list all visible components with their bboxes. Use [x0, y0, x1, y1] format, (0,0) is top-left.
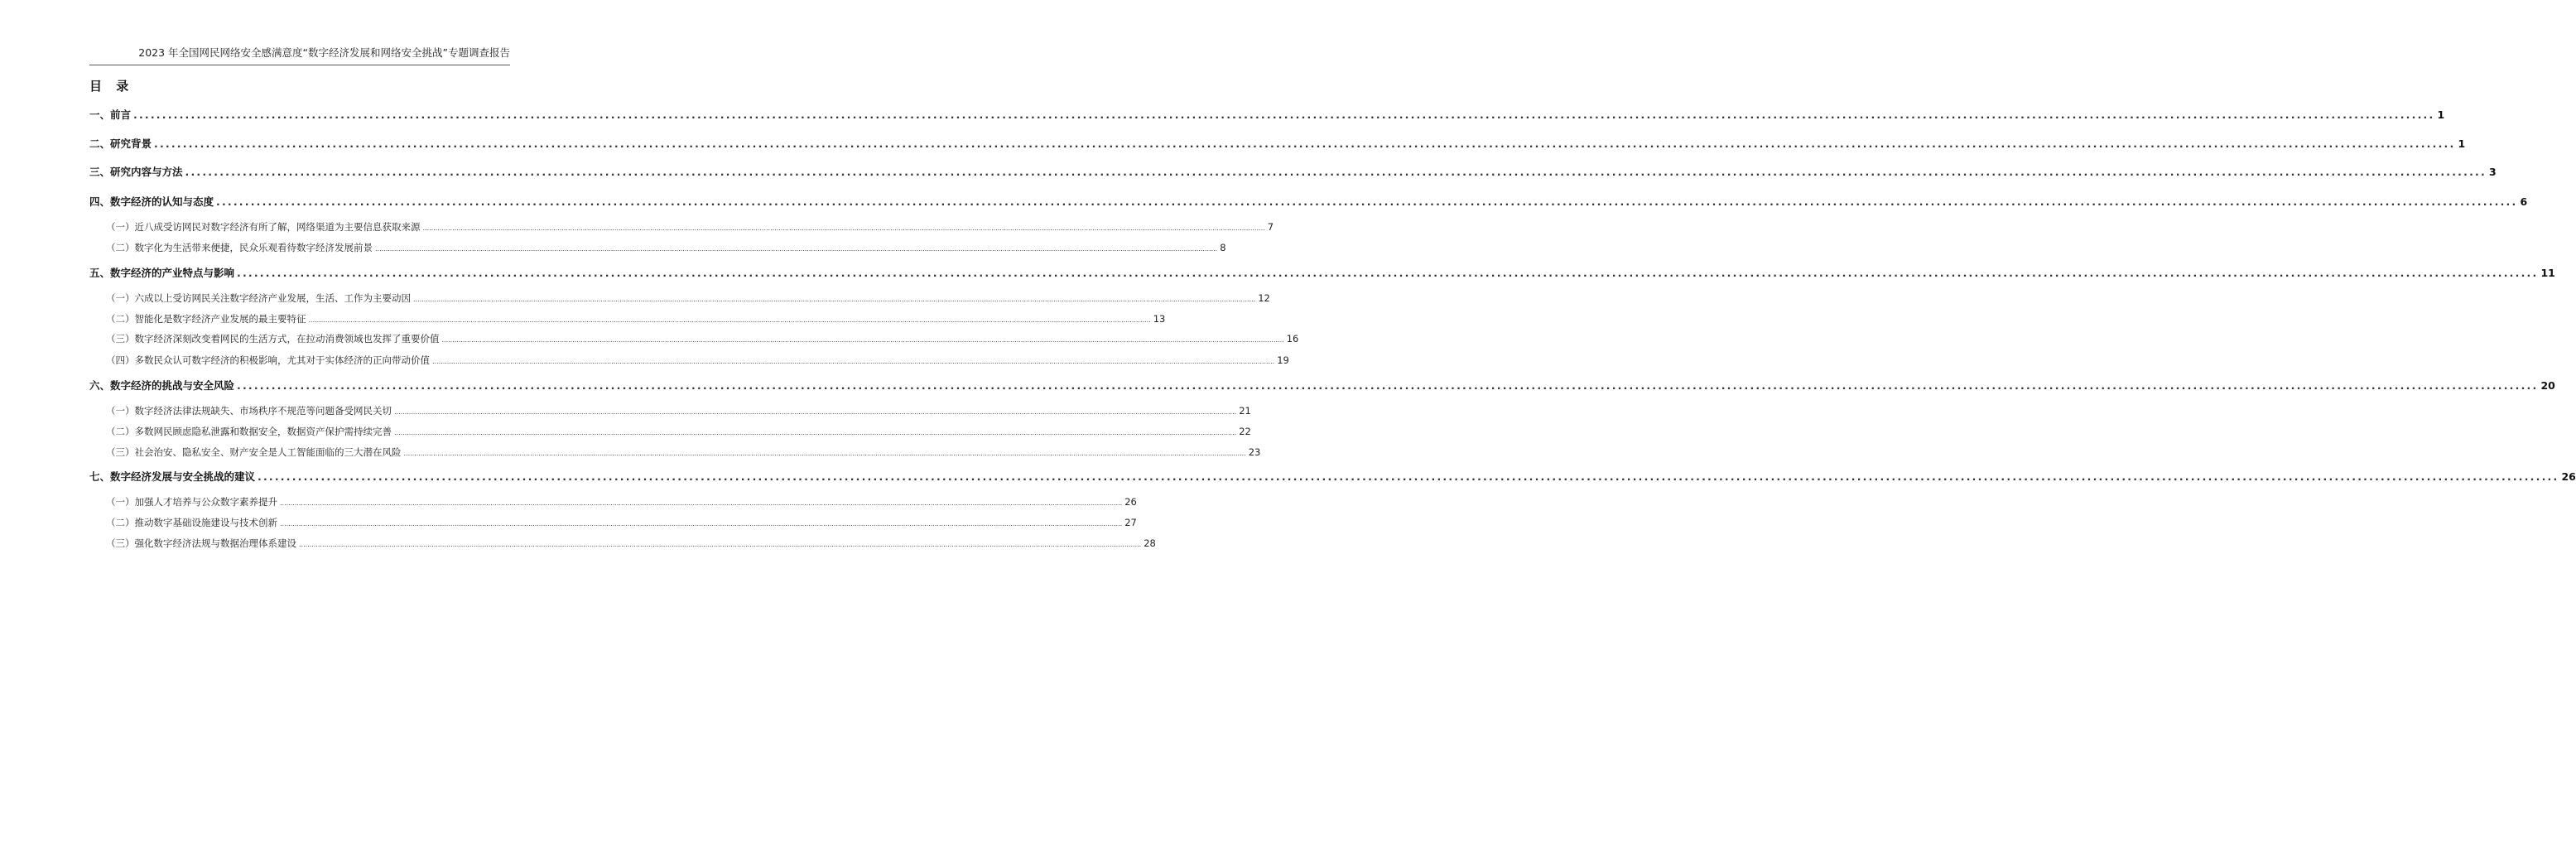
toc-entry-label: （二）数字化为生活带来便捷，民众乐观看待数字经济发展前景 [106, 242, 373, 253]
dot-leader: ................................................................................................................................................................................................................................................................................................................................................................................................................ [185, 166, 2487, 178]
toc-entry-label: （三）社会治安、隐私安全、财产安全是人工智能面临的三大潜在风险 [106, 446, 402, 458]
toc-entry-label: 七、数字经济发展与安全挑战的建议 [89, 470, 256, 483]
toc-entry-label: 四、数字经济的认知与态度 [89, 195, 214, 208]
toc-entry-section[interactable] [106, 332, 1299, 345]
toc-entry-label: （一）加强人才培养与公众数字素养提升 [106, 496, 277, 508]
toc-entry-chapter[interactable] [89, 378, 2555, 393]
toc-entry-chapter[interactable] [89, 107, 2445, 122]
toc-page-number: 12 [1258, 292, 1270, 304]
toc-page-number: 20 [2540, 379, 2555, 392]
toc-page-number: 27 [1124, 517, 1137, 528]
dot-leader: ................................................................................................................................................................................................................................................................................................................................................................................................................ [441, 336, 1284, 344]
dot-leader: ................................................................................................................................................................................................................................................................................................................................................................................................................ [237, 379, 2539, 392]
toc-entry-chapter[interactable] [89, 136, 2466, 151]
toc-entry-section[interactable] [106, 354, 1289, 367]
dot-leader: ................................................................................................................................................................................................................................................................................................................................................................................................................ [133, 108, 2435, 121]
dot-leader: ................................................................................................................................................................................................................................................................................................................................................................................................................ [394, 429, 1237, 436]
dot-leader: ................................................................................................................................................................................................................................................................................................................................................................................................................ [299, 541, 1142, 548]
toc-entry-section[interactable] [106, 446, 1261, 459]
toc-entry-label: （一）近八成受访网民对数字经济有所了解，网络渠道为主要信息获取来源 [106, 221, 421, 233]
toc-entry-section[interactable] [106, 425, 1251, 438]
dot-leader: ................................................................................................................................................................................................................................................................................................................................................................................................................ [237, 267, 2539, 279]
toc-entry-section[interactable] [106, 404, 1251, 417]
toc-page-number: 19 [1277, 354, 1289, 366]
dot-leader: ................................................................................................................................................................................................................................................................................................................................................................................................................ [308, 316, 1151, 324]
toc-page-number: 6 [2520, 195, 2528, 208]
toc-page-number: 1 [2458, 137, 2466, 150]
toc-entry-section[interactable] [106, 220, 1274, 234]
toc-page-number: 7 [1267, 221, 1274, 233]
toc-entry-section[interactable] [106, 516, 1137, 529]
running-header: 2023 年全国网民网络安全感满意度“数字经济发展和网络安全挑战”专题调查报告 [89, 45, 510, 65]
toc-entry-label: （二）智能化是数字经济产业发展的最主要特征 [106, 313, 306, 325]
toc-page-number: 11 [2540, 267, 2555, 279]
toc-page-number: 1 [2437, 108, 2445, 121]
toc-entry-chapter[interactable] [89, 265, 2555, 280]
toc-entry-label: 五、数字经济的产业特点与影响 [89, 267, 235, 279]
toc-entry-label: （一）六成以上受访网民关注数字经济产业发展，生活、工作为主要动因 [106, 292, 411, 304]
toc-entry-chapter[interactable] [89, 194, 2528, 209]
toc-entry-label: （二）推动数字基础设施建设与技术创新 [106, 517, 277, 528]
toc-page-number: 3 [2488, 166, 2497, 178]
dot-leader: ................................................................................................................................................................................................................................................................................................................................................................................................................ [280, 499, 1123, 507]
toc-entry-label: 三、研究内容与方法 [89, 166, 183, 178]
dot-leader: ................................................................................................................................................................................................................................................................................................................................................................................................................ [258, 470, 2559, 483]
toc-page-number: 23 [1248, 446, 1261, 458]
toc-entry-section[interactable] [106, 312, 1166, 325]
toc-entry-chapter[interactable] [89, 164, 2497, 179]
toc-entry-section[interactable] [106, 292, 1270, 305]
dot-leader: ................................................................................................................................................................................................................................................................................................................................................................................................................ [154, 137, 2456, 150]
toc-page-number: 13 [1153, 313, 1166, 325]
dot-leader: ................................................................................................................................................................................................................................................................................................................................................................................................................ [413, 296, 1256, 303]
toc-page-number: 26 [2561, 470, 2576, 483]
dot-leader: ................................................................................................................................................................................................................................................................................................................................................................................................................ [280, 520, 1123, 528]
toc-entry-label: 二、研究背景 [89, 137, 152, 150]
toc-entry-label: （三）强化数字经济法规与数据治理体系建设 [106, 537, 296, 549]
toc-entry-label: （一）数字经济法律法规缺失、市场秩序不规范等问题备受网民关切 [106, 405, 392, 417]
dot-leader: ................................................................................................................................................................................................................................................................................................................................................................................................................ [375, 245, 1218, 253]
dot-leader: ................................................................................................................................................................................................................................................................................................................................................................................................................ [403, 450, 1246, 457]
toc-entry-section[interactable] [106, 495, 1137, 508]
dot-leader: ................................................................................................................................................................................................................................................................................................................................................................................................................ [422, 224, 1265, 232]
dot-leader: ................................................................................................................................................................................................................................................................................................................................................................................................................ [216, 195, 2518, 208]
toc-entry-label: 一、前言 [89, 108, 132, 121]
toc-page-number: 21 [1239, 405, 1251, 417]
toc-entry-label: （三）数字经济深刻改变着网民的生活方式，在拉动消费领域也发挥了重要价值 [106, 333, 440, 344]
toc-page-number: 16 [1286, 333, 1299, 344]
toc-entry-section[interactable] [106, 537, 1156, 550]
dot-leader: ................................................................................................................................................................................................................................................................................................................................................................................................................ [394, 408, 1237, 416]
toc-entry-label: 六、数字经济的挑战与安全风险 [89, 379, 235, 392]
dot-leader: ................................................................................................................................................................................................................................................................................................................................................................................................................ [432, 358, 1275, 365]
toc-page-number: 22 [1239, 426, 1251, 437]
toc-entry-label: （二）多数网民顾虑隐私泄露和数据安全，数据资产保护需持续完善 [106, 426, 392, 437]
toc-page-number: 28 [1144, 537, 1156, 549]
toc-entry-chapter[interactable] [89, 469, 2576, 484]
toc-page-number: 8 [1220, 242, 1226, 253]
toc-page-number: 26 [1124, 496, 1137, 508]
toc-entry-section[interactable] [106, 241, 1226, 254]
toc-title: 目 录 [89, 79, 134, 94]
toc-entry-label: （四）多数民众认可数字经济的积极影响，尤其对于实体经济的正向带动价值 [106, 354, 430, 366]
